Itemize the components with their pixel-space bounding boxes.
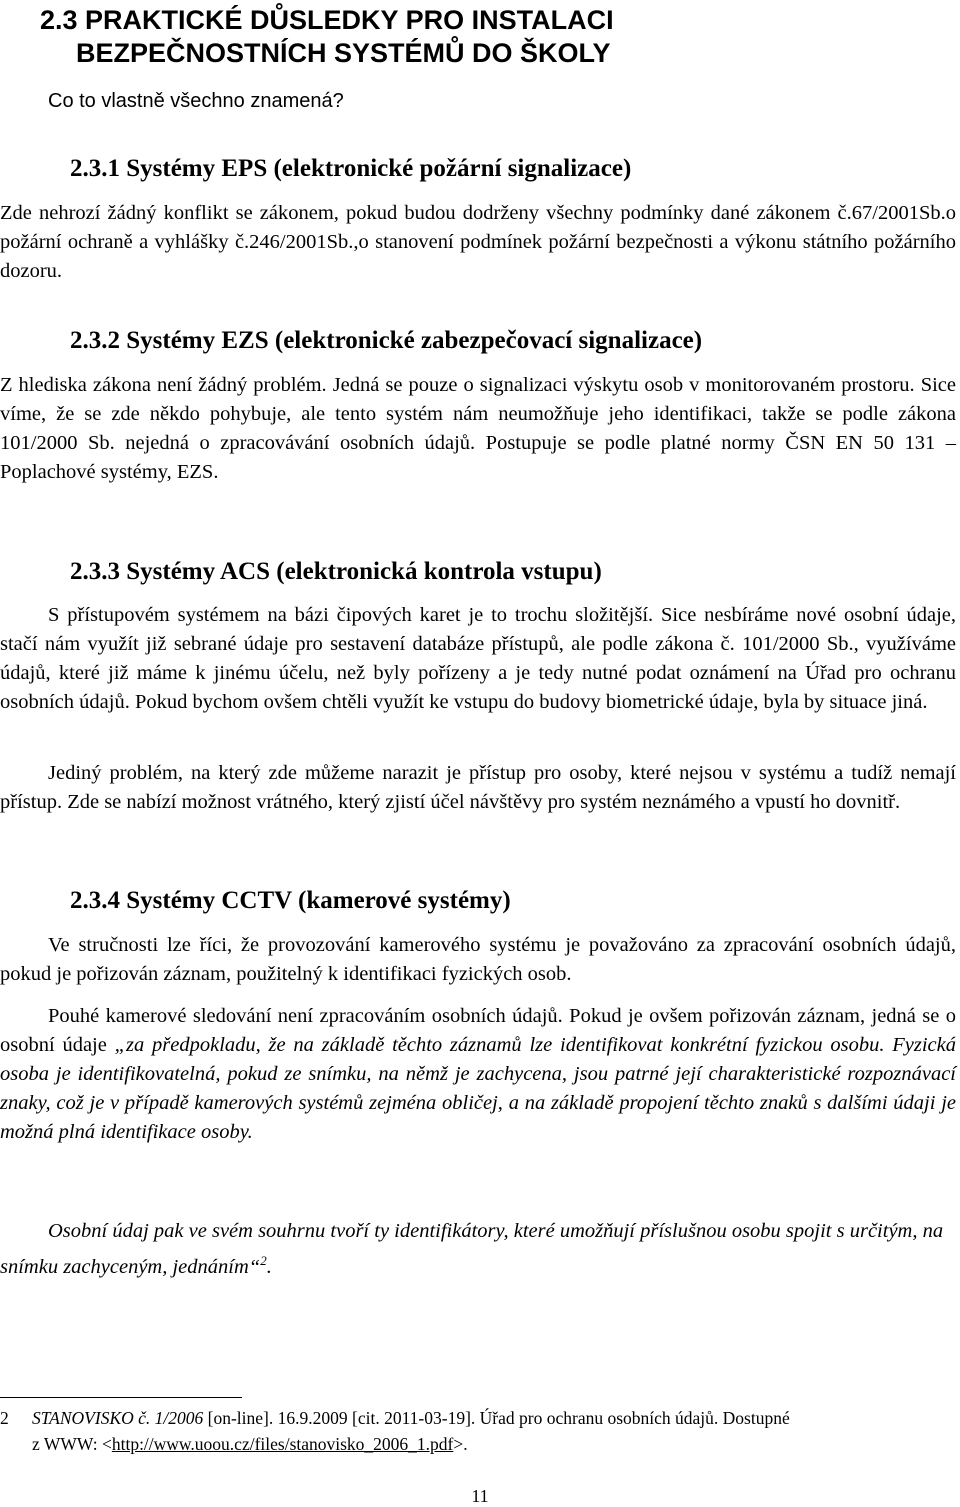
chapter-heading-line2: BEZPEČNOSTNÍCH SYSTÉMŮ DO ŠKOLY: [76, 38, 611, 68]
section-2-3-4-paragraph-3: [0, 1217, 956, 1282]
footnote: [0, 1405, 956, 1457]
paragraph-2-intro: Pouhé kamerové sledování není zpracováním osobních údajů. Pokud je ovšem pořizován záznam, jedná se o osobní údaje: [0, 1005, 956, 1056]
chapter-subtitle: Co to vlastně všechno znamená?: [48, 90, 344, 112]
section-2-3-3-paragraph-2: Jediný problém, na který zde můžeme narazit je přístup pro osoby, které nejsou v systému a tudíž nemají přístup. Zde se nabízí možnost vrátného, který zjistí účel návštěvy pro systém neznámého a vpustí ho dovnitř.: [0, 762, 956, 813]
footnote-reference[interactable]: 2: [260, 1253, 267, 1268]
section-2-3-1-paragraph: Zde nehrozí žádný konflikt se zákonem, pokud budou dodrženy všechny podmínky dané zákonem č.67/2001Sb.o požární ochraně a vyhlášky č.246/2001Sb.,o stanovení podmínek požární bezpečnosti a výkonu státního požárního dozoru.: [0, 202, 956, 282]
quote-end-period: .: [266, 1255, 272, 1278]
section-2-3-4-paragraph-2: [0, 1002, 956, 1147]
legal-quote-part-2: Osobní údaj pak ve svém souhrnu tvoří ty identifikátory, které umožňují příslušnou osobu spojit s určitým, na snímku zachyceným, jednáním“: [0, 1220, 944, 1278]
section-2-3-4-paragraph-1: Ve stručnosti lze říci, že provozování kamerového systému je považováno za zpracování osobních údajů, pokud je pořizován záznam, použitelný k identifikaci fyzických osob.: [0, 934, 956, 985]
footnote-source-title: STANOVISKO č. 1/2006: [32, 1408, 204, 1428]
section-2-3-1-title: 2.3.1 Systémy EPS (elektronické požární signalizace): [70, 155, 632, 182]
page-number: 11: [471, 1486, 489, 1506]
section-2-3-4-title: 2.3.4 Systémy CCTV (kamerové systémy): [70, 887, 511, 914]
footnote-line-2: [0, 1431, 956, 1457]
chapter-heading-line1: 2.3 PRAKTICKÉ DŮSLEDKY PRO INSTALACI: [40, 5, 614, 35]
footnote-url-suffix: >.: [453, 1434, 468, 1454]
chapter-heading: [40, 4, 940, 70]
section-2-3-3-paragraph-1: S přístupovém systémem na bázi čipových karet je to trochu složitější. Sice nesbíráme nové osobní údaje, stačí nám využít již sebrané údaje pro sestavení databáze přístupů, ale podle zákona č. 101/2000 Sb., využíváme údajů, které již máme k jinému účelu, než byly pořízeny a je tedy nutné podat oznámení na Úřad pro ochranu osobních údajů. Pokud bychom ovšem chtěli využít ke vstupu do budovy biometrické údaje, byla by situace jiná.: [0, 604, 956, 713]
section-2-3-2-paragraph: Z hlediska zákona není žádný problém. Jedná se pouze o signalizaci výskytu osob v monitorovaném prostoru. Sice víme, že se zde někdo pohybuje, ale tento systém nám neumožňuje jeho identifikaci, takže se podle zákona 101/2000 Sb. nejedná o zpracovávání osobních údajů. Postupuje se podle platné normy ČSN EN 50 131 – Poplachové systémy, EZS.: [0, 374, 956, 483]
footnote-citation: [on-line]. 16.9.2009 [cit. 2011-03-19]. Úřad pro ochranu osobních údajů. Dostupné: [203, 1408, 790, 1428]
footnote-url-link[interactable]: http://www.uoou.cz/files/stanovisko_2006_1.pdf: [111, 1434, 454, 1454]
legal-quote-part-1: „za předpokladu, že na základě těchto záznamů lze identifikovat konkrétní fyzickou osobu. Fyzická osoba je identifikovatelná, pokud ze snímku, na němž je zachycena, jsou patrné její charakteristické rozpoznávací znaky, což je v případě kamerových systémů zejména obličej, a na základě propojení těchto znaků s dalšími údaji je možná plná identifikace osoby.: [0, 1034, 956, 1143]
footnote-separator: [0, 1397, 242, 1398]
footnote-number: 2: [0, 1408, 9, 1428]
section-2-3-2-title: 2.3.2 Systémy EZS (elektronické zabezpečovací signalizace): [70, 327, 703, 354]
footnote-url-prefix: z WWW: <: [32, 1434, 112, 1454]
section-2-3-3-title: 2.3.3 Systémy ACS (elektronická kontrola vstupu): [70, 558, 602, 585]
